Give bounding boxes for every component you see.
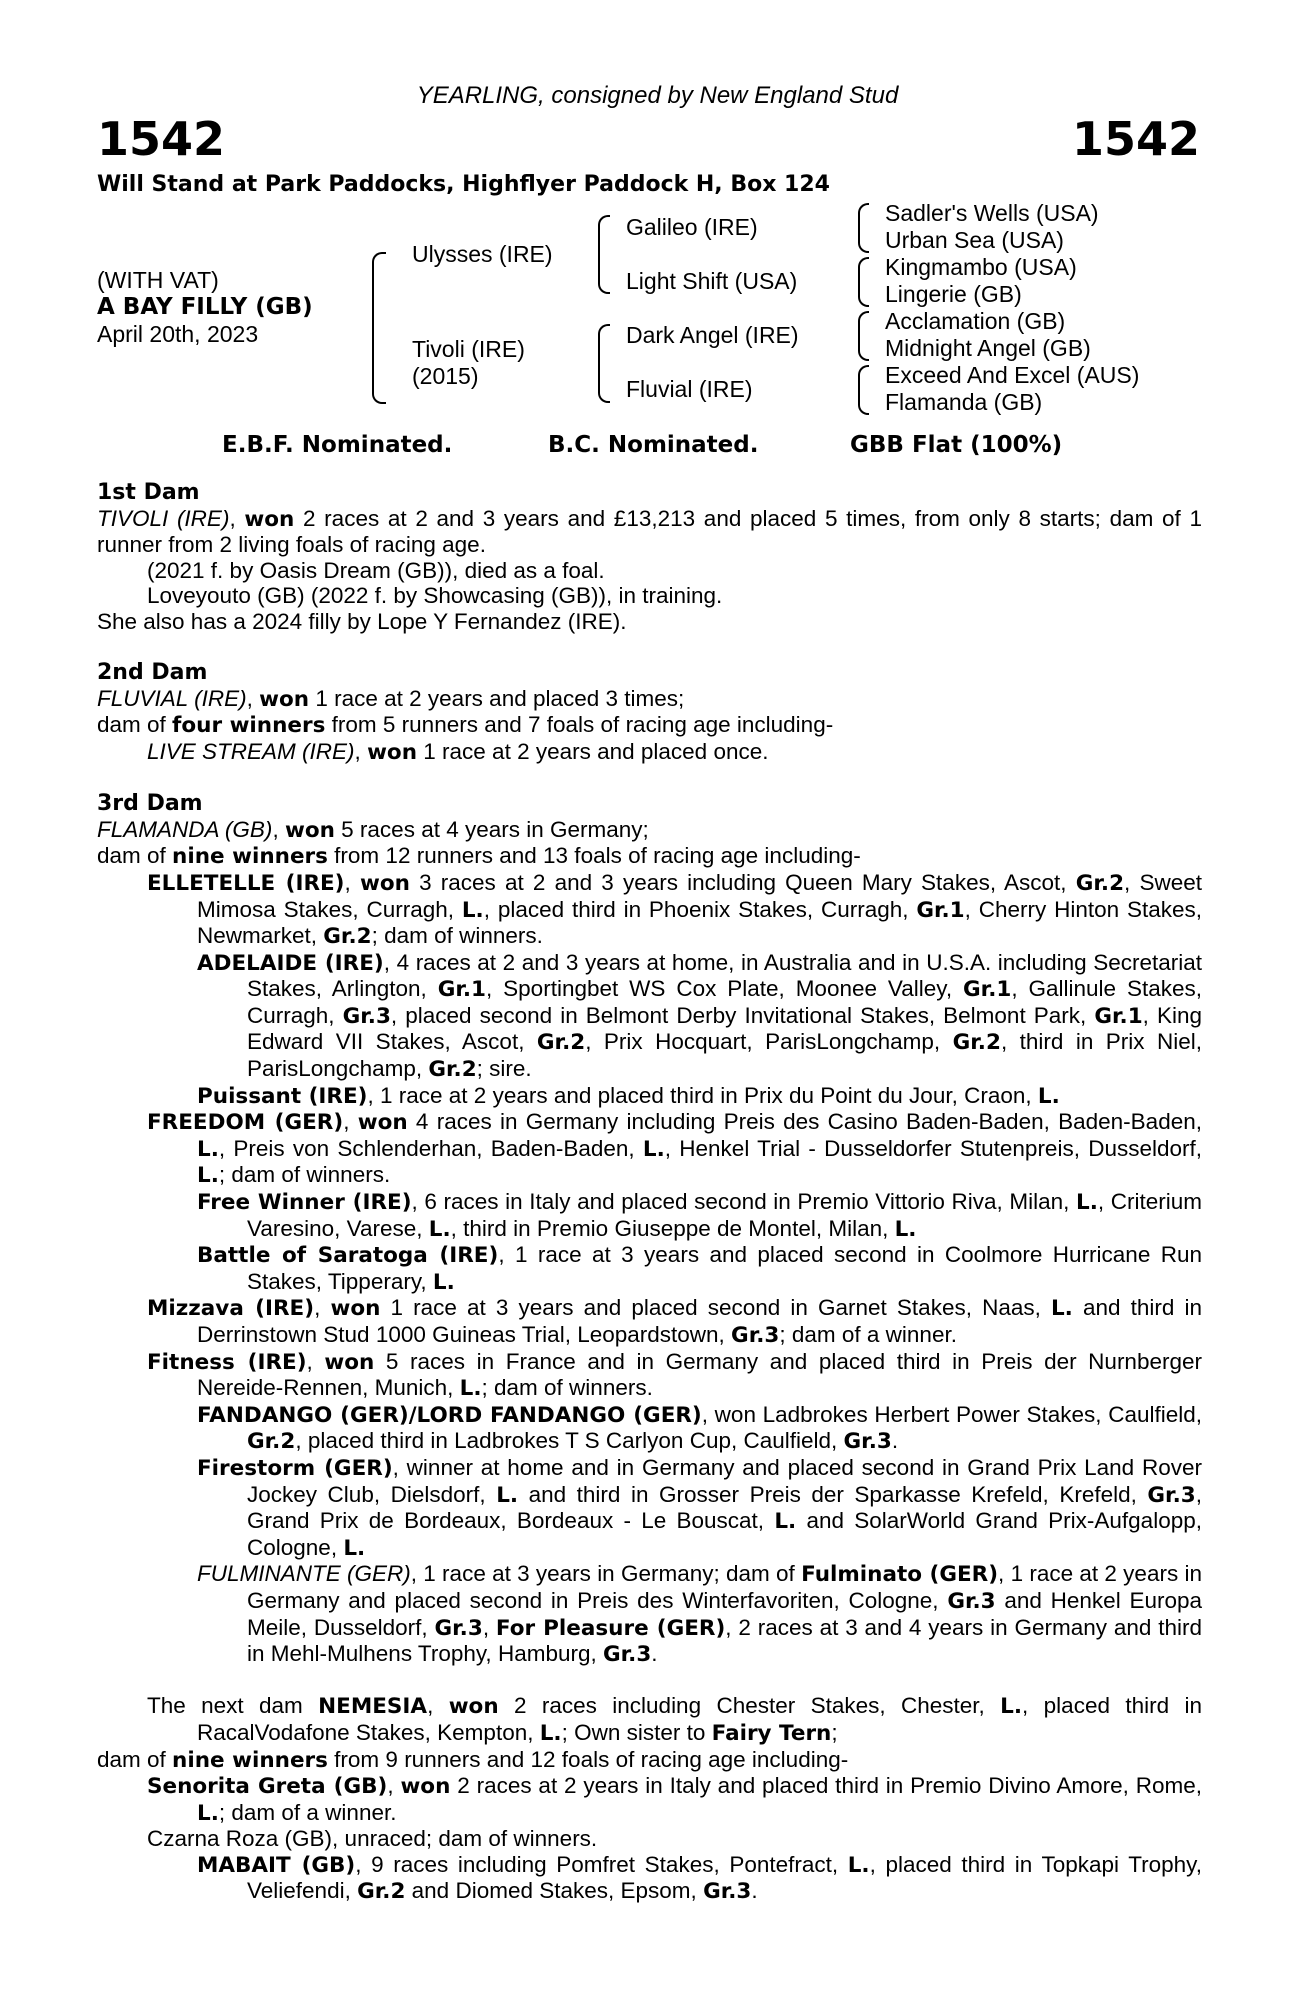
dd-brace — [858, 365, 869, 415]
next-dam-section — [97, 1693, 1202, 1905]
sds: Kingmambo (USA) — [885, 254, 1077, 280]
dds: Exceed And Excel (AUS) — [885, 362, 1140, 388]
produce-free-winner: Free Winner (IRE), 6 races in Italy and placed second in Premio Vittorio Riva, Milan, L., Criterium Varesino, Varese, L., third in Premio Giuseppe de Montel, Milan, L. — [197, 1189, 1202, 1242]
sire-dam: Light Shift (USA) — [626, 268, 798, 294]
sdd: Lingerie (GB) — [885, 281, 1022, 307]
dam-brace — [598, 324, 610, 403]
second-dam-heading: 2nd Dam — [97, 660, 208, 686]
ebf-nomination: E.B.F. Nominated. — [222, 432, 453, 458]
dam-name: Tivoli (IRE) — [412, 336, 525, 362]
ss-brace — [858, 203, 869, 253]
lot-number-left: 1542 — [97, 112, 226, 166]
catalogue-subtitle: YEARLING, consigned by New England Stud — [416, 82, 899, 109]
sire-sire: Galileo (IRE) — [626, 214, 758, 240]
third-dam-heading: 3rd Dam — [97, 791, 203, 817]
produce-adelaide: ADELAIDE (IRE), 4 races at 2 and 3 years at home, in Australia and in U.S.A. including Secretariat Stakes, Arlington, Gr.1, Sportingbet WS Cox Plate, Moonee Valley, Gr.1, Gallinule Stakes, Curragh, Gr.3, placed second in Belmont Derby Invitational Stakes, Belmont Park, Gr.1, King Edward VII Stakes, Ascot, Gr.2, Prix Hocquart, ParisLongchamp, Gr.2, third in Prix Niel, ParisLongchamp, Gr.2; sire. — [197, 949, 1203, 1083]
produce-fitness: Fitness (IRE), won 5 races in France and in Germany and placed third in Preis der Nurnberger Nereide-Rennen, Munich, L.; dam of winners. — [147, 1348, 1202, 1402]
third-dam-p2: dam of nine winners from 12 runners and 13 foals of racing age including- — [97, 843, 861, 870]
pedigree-brace — [372, 252, 386, 404]
lot-horse-name: A BAY FILLY (GB) — [97, 294, 313, 320]
third-dam-p1: FLAMANDA (GB), won 5 races at 4 years in Germany; — [97, 816, 649, 843]
ssd: Urban Sea (USA) — [885, 227, 1064, 253]
produce-mabait: MABAIT (GB), 9 races including Pomfret Stakes, Pontefract, L., placed third in Topkapi Trophy, Veliefendi, Gr.2 and Diomed Stakes, Epsom, Gr.3. — [197, 1851, 1202, 1905]
sire-brace — [598, 215, 610, 294]
produce-battle-of-saratoga: Battle of Saratoga (IRE), 1 race at 3 years and placed second in Coolmore Hurricane Run Stakes, Tipperary, L. — [197, 1242, 1202, 1295]
first-dam-foal-2: Loveyouto (GB) (2022 f. by Showcasing (GB)), in training. — [147, 583, 723, 609]
produce-czarna-roza: Czarna Roza (GB), unraced; dam of winners. — [147, 1826, 598, 1852]
produce-mizzava: Mizzava (IRE), won 1 race at 3 years and placed second in Garnet Stakes, Naas, L. and third in Derrinstown Stud 1000 Guineas Trial, Leopardstown, Gr.3; dam of a winner. — [147, 1295, 1203, 1348]
first-dam-section — [97, 480, 1202, 635]
lot-number-right: 1542 — [1071, 112, 1200, 166]
gbb-flat: GBB Flat (100%) — [850, 432, 1063, 458]
first-dam-heading: 1st Dam — [97, 480, 200, 505]
sire-name: Ulysses (IRE) — [412, 241, 553, 267]
second-dam-p2: dam of four winners from 5 runners and 7 foals of racing age including- — [97, 712, 834, 739]
second-dam-p3: LIVE STREAM (IRE), won 1 race at 2 years and placed once. — [147, 738, 769, 765]
dsd: Midnight Angel (GB) — [885, 335, 1091, 361]
dam-line-text — [97, 480, 1202, 1931]
next-dam-p1: The next dam NEMESIA, won 2 races including Chester Stakes, Chester, L., placed third in RacalVodafone Stakes, Kempton, L.; Own sister to Fairy Tern; — [147, 1693, 1202, 1746]
lot-horse-dob: April 20th, 2023 — [97, 321, 259, 347]
produce-fulminante: FULMINANTE (GER), 1 race at 3 years in Germany; dam of Fulminato (GER), 1 race at 2 years in Germany and placed second in Preis des Winterfavoriten, Cologne, Gr.3 and Henkel Europa Meile, Dusseldorf, Gr.3, For Pleasure (GER), 2 races at 3 and 4 years in Germany and third in Mehl-Mulhens Trophy, Hamburg, Gr.3. — [197, 1561, 1202, 1668]
second-dam-p1: FLUVIAL (IRE), won 1 race at 2 years and placed 3 times; — [97, 685, 685, 712]
dss: Acclamation (GB) — [885, 308, 1066, 334]
bc-nomination: B.C. Nominated. — [548, 432, 759, 458]
produce-freedom: FREEDOM (GER), won 4 races in Germany including Preis des Casino Baden-Baden, Baden-Baden, L., Preis von Schlenderhan, Baden-Baden, L., Henkel Trial - Dusseldorfer Stutenpreis, Dusseldorf, L.; dam of winners. — [147, 1109, 1202, 1189]
produce-ellettelle: ELLETELLE (IRE), won 3 races at 2 and 3 years including Queen Mary Stakes, Ascot, Gr.2, Sweet Mimosa Stakes, Curragh, L., placed third in Phoenix Stakes, Curragh, Gr.1, Cherry Hinton Stakes, Newmarket, Gr.2; dam of winners. — [147, 869, 1202, 950]
stand-location: Will Stand at Park Paddocks, Highflyer Paddock H, Box 124 — [97, 172, 830, 197]
dam-dam: Fluvial (IRE) — [626, 376, 753, 402]
produce-firestorm: Firestorm (GER), winner at home and in Germany and placed second in Grand Prix Land Rover Jockey Club, Dielsdorf, L. and third in Grosser Preis der Sparkasse Krefeld, Krefeld, Gr.3, Grand Prix de Bordeaux, Bordeaux - Le Bouscat, L. and SolarWorld Grand Prix-Aufgalopp, Cologne, L. — [197, 1454, 1202, 1561]
third-dam-section — [97, 791, 1202, 1668]
second-dam-section — [97, 660, 1202, 765]
first-dam-p1: TIVOLI (IRE), won 2 races at 2 and 3 years and £13,213 and placed 5 times, from only 8 starts; dam of 1 runner from 2 living foals of racing age. — [97, 505, 1202, 558]
produce-senorita-greta: Senorita Greta (GB), won 2 races at 2 years in Italy and placed third in Premio Divino Amore, Rome, L.; dam of a winner. — [147, 1773, 1202, 1826]
sss: Sadler's Wells (USA) — [885, 200, 1099, 226]
vat-note: (WITH VAT) — [97, 267, 219, 293]
dam-year: (2015) — [412, 363, 479, 389]
sd-brace — [858, 257, 869, 307]
ddd: Flamanda (GB) — [885, 389, 1043, 415]
first-dam-foal-1: (2021 f. by Oasis Dream (GB)), died as a foal. — [147, 557, 605, 583]
first-dam-also: She also has a 2024 filly by Lope Y Fernandez (IRE). — [97, 608, 627, 634]
produce-fandango: FANDANGO (GER)/LORD FANDANGO (GER), won Ladbrokes Herbert Power Stakes, Caulfield, Gr.2, placed third in Ladbrokes T S Carlyon Cup, Caulfield, Gr.3. — [197, 1401, 1202, 1455]
produce-puissant: Puissant (IRE), 1 race at 2 years and placed third in Prix du Point du Jour, Craon, L. — [197, 1082, 1060, 1109]
next-dam-p2: dam of nine winners from 9 runners and 12 foals of racing age including- — [97, 1746, 849, 1773]
dam-sire: Dark Angel (IRE) — [626, 322, 799, 348]
ds-brace — [858, 311, 869, 361]
